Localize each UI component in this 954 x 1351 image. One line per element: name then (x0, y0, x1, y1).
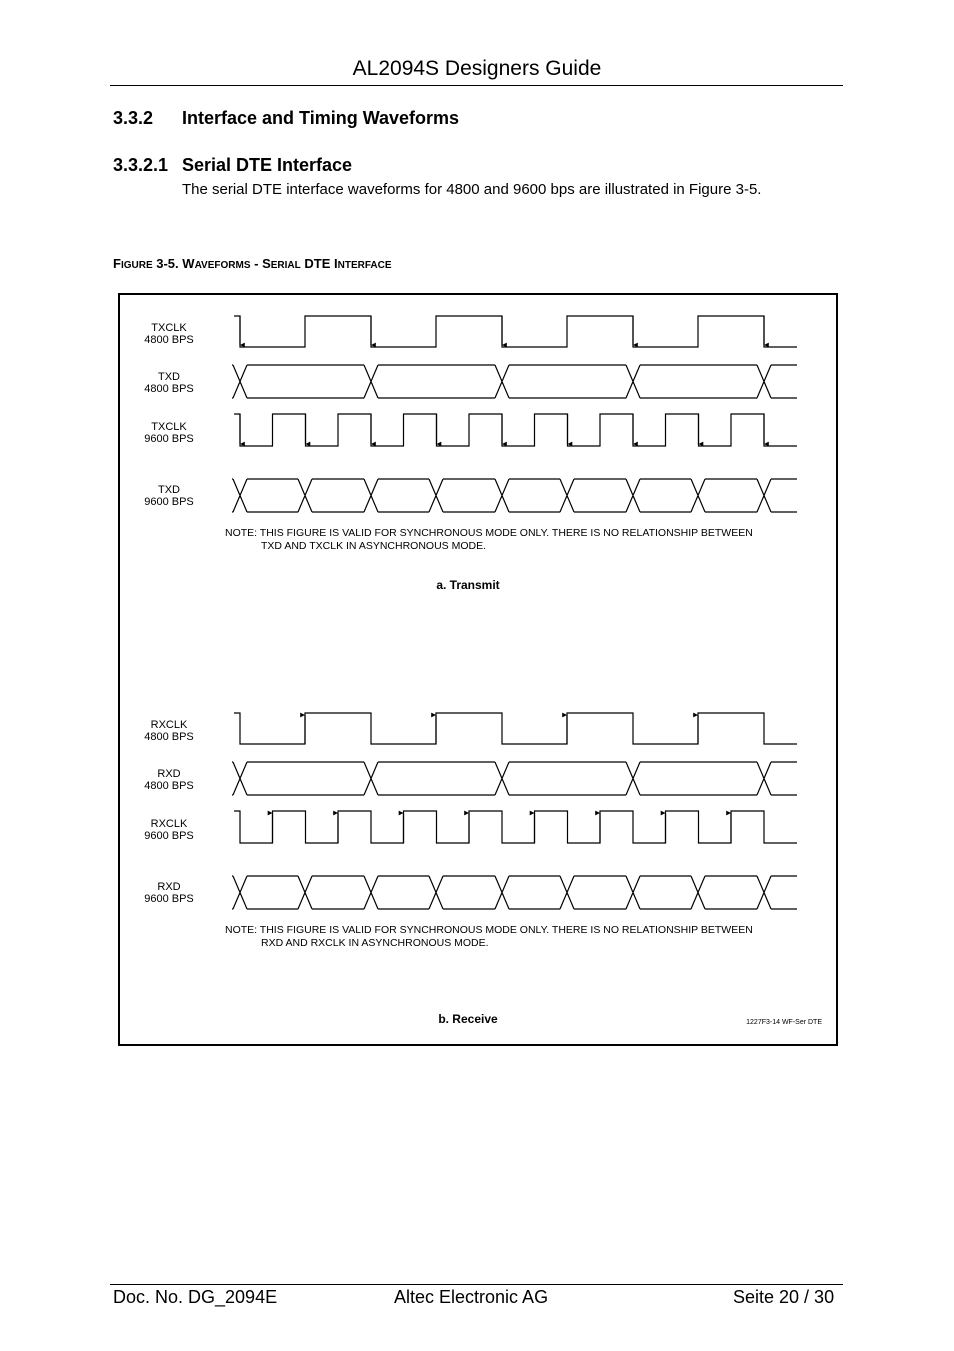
footer-rule (110, 1284, 843, 1285)
caption-part: I (334, 256, 338, 271)
caption-part: ERIAL (270, 260, 301, 271)
rx-row2-rate: 4800 BPS (144, 780, 194, 792)
subsection-title: Serial DTE Interface (182, 155, 353, 175)
caption-part: S (262, 256, 271, 271)
clock-trace (234, 713, 797, 744)
receive-waveforms (232, 713, 797, 909)
rx-row3-name: RXCLK (150, 818, 188, 830)
footer-page-number: Seite 20 / 30 (733, 1287, 835, 1307)
tx-row4-name: TXD (158, 484, 180, 496)
tx-row2-rate: 4800 BPS (144, 383, 194, 395)
rx-row4-name: RXD (157, 881, 181, 893)
footer-company: Altec Electronic AG (394, 1287, 549, 1307)
header-rule (110, 85, 843, 86)
clock-trace (234, 811, 797, 843)
section-number: 3.3.2 (113, 108, 154, 128)
waveform-figure (118, 293, 838, 1046)
data-bus-trace (232, 762, 797, 795)
caption-part: DTE (304, 256, 331, 271)
rx-note-line1: NOTE: THIS FIGURE IS VALID FOR SYNCHRONOUS MODE ONLY. THERE IS NO RELATIONSHIP BETWEEN (225, 924, 753, 936)
tx-row3-rate: 9600 BPS (144, 433, 194, 445)
waveform-diagram (120, 295, 836, 1044)
tx-note-line2: TXD AND TXCLK IN ASYNCHRONOUS MODE. (261, 540, 487, 552)
rx-row3-rate: 9600 BPS (144, 830, 194, 842)
caption-part: - (254, 256, 259, 271)
rx-note-line2: RXD AND RXCLK IN ASYNCHRONOUS MODE. (261, 937, 489, 949)
subsection-heading (113, 155, 352, 176)
transmit-waveforms (232, 316, 797, 512)
section-heading (113, 108, 459, 129)
rx-row4-rate: 9600 BPS (144, 893, 194, 905)
clock-trace (234, 316, 797, 347)
figure-caption (113, 256, 392, 271)
caption-part: IGURE (120, 260, 153, 271)
tx-row2-name: TXD (158, 371, 180, 383)
section-title: Interface and Timing Waveforms (182, 108, 460, 128)
tx-row1-rate: 4800 BPS (144, 334, 194, 346)
data-bus-trace (232, 479, 797, 512)
rx-row1-name: RXCLK (150, 719, 188, 731)
data-bus-trace (232, 365, 797, 398)
transmit-caption: a. Transmit (436, 578, 500, 592)
header-title: AL2094S Designers Guide (352, 57, 602, 80)
tx-row3-name: TXCLK (151, 421, 187, 433)
tx-row4-rate: 9600 BPS (144, 496, 194, 508)
footer-doc-number: Doc. No. DG_2094E (113, 1287, 278, 1307)
caption-part: NTERFACE (337, 260, 392, 271)
caption-part: F (113, 256, 121, 271)
caption-part: 3-5. (156, 256, 179, 271)
subsection-number: 3.3.2.1 (113, 155, 169, 175)
tx-note-line1: NOTE: THIS FIGURE IS VALID FOR SYNCHRONOUS MODE ONLY. THERE IS NO RELATIONSHIP BETWEEN (225, 527, 753, 539)
data-bus-trace (232, 876, 797, 909)
body-paragraph: The serial DTE interface waveforms for 4800 and 9600 bps are illustrated in Figure 3-5. (182, 181, 762, 198)
receive-caption: b. Receive (438, 1012, 498, 1026)
figure-reference-code: 1227F3-14 WF-Ser DTE (746, 1019, 822, 1026)
rx-row1-rate: 4800 BPS (144, 731, 194, 743)
caption-part: AVEFORMS (194, 260, 251, 271)
tx-row1-name: TXCLK (151, 322, 187, 334)
rx-row2-name: RXD (157, 768, 181, 780)
clock-trace (234, 414, 797, 446)
caption-part: W (182, 256, 195, 271)
